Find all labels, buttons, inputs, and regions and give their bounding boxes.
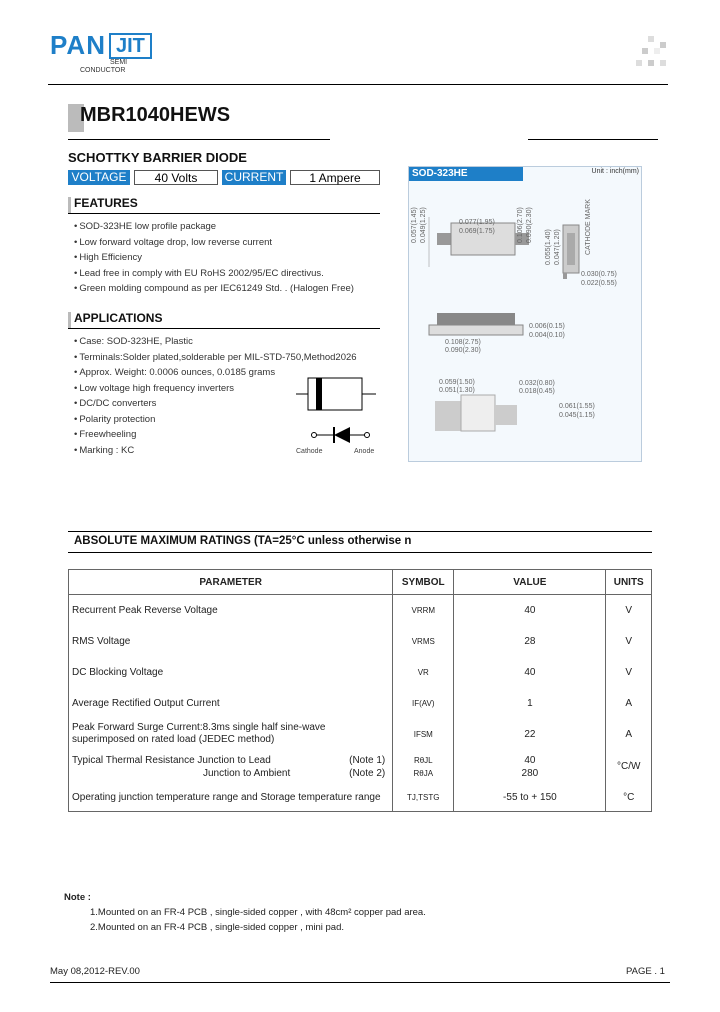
- col-symbol: SYMBOL: [393, 570, 454, 595]
- diode-symbol-icon: [310, 424, 370, 446]
- cell-parameter: RMS Voltage: [69, 626, 393, 657]
- part-rule-right: [528, 139, 658, 140]
- cell-symbol: VR: [393, 657, 454, 688]
- dim-label: 0.006(0.15): [529, 323, 565, 330]
- cell-value: 1: [454, 688, 606, 719]
- cell-unit: V: [606, 657, 652, 688]
- thermal-note-1: (Note 1): [349, 754, 386, 766]
- thermal-value-2: 280: [521, 767, 539, 779]
- cell-unit: °C/W: [606, 750, 652, 784]
- voltage-label: VOLTAGE: [68, 170, 130, 185]
- ratings-rule-top: [68, 531, 652, 532]
- voltage-value: 40 Volts: [134, 170, 218, 185]
- cell-parameter: Peak Forward Surge Current:8.3ms single half sine-wave superimposed on rated load (JEDEC method): [69, 719, 393, 750]
- col-parameter: PARAMETER: [69, 570, 393, 595]
- cell-symbol: IFSM: [393, 719, 454, 750]
- dim-label: 0.106(2.70): [517, 207, 524, 243]
- dim-label: 0.059(1.50): [439, 379, 475, 386]
- cell-unit: A: [606, 719, 652, 750]
- dim-label: 0.018(0.45): [519, 388, 555, 395]
- col-units: UNITS: [606, 570, 652, 595]
- logo-pan: PAN: [50, 30, 106, 60]
- dim-label: 0.090(2.30): [445, 347, 481, 354]
- ratings-table: [68, 569, 652, 812]
- package-name: SOD-323HE: [409, 167, 523, 181]
- cell-unit: V: [606, 626, 652, 657]
- ratings-rule-bottom: [68, 552, 652, 553]
- diode-body-icon: [296, 374, 376, 414]
- cell-parameter: DC Blocking Voltage: [69, 657, 393, 688]
- logo-sub-2: CONDUCTOR: [80, 67, 126, 74]
- cell-parameter: [69, 750, 393, 784]
- thermal-symbol-1: RθJL: [413, 755, 433, 765]
- package-footprint-icon: [429, 387, 529, 437]
- note-1: 1.Mounted on an FR-4 PCB , single-sided copper , with 48cm² copper pad area.: [90, 907, 426, 918]
- dim-label: 0.032(0.80): [519, 380, 555, 387]
- dim-label: 0.022(0.55): [581, 280, 617, 287]
- logo-sub-1: SEMI: [110, 59, 128, 66]
- part-number: MBR1040HEWS: [80, 104, 231, 126]
- cathode-mark-label: CATHODE MARK: [585, 199, 592, 255]
- list-item: • Lead free in comply with EU RoHS 2002/95/EC directivus.: [74, 266, 354, 282]
- cell-symbol: TJ,TSTG: [393, 784, 454, 812]
- part-rule-left: [68, 139, 330, 140]
- package-header: [409, 167, 641, 181]
- col-value: VALUE: [454, 570, 606, 595]
- cell-unit: A: [606, 688, 652, 719]
- table-row: [69, 657, 652, 688]
- header-rule: [48, 84, 668, 85]
- thermal-symbol-2: RθJA: [413, 768, 434, 778]
- dim-label: 0.030(0.75): [581, 271, 617, 278]
- list-item: • Marking : KC: [74, 443, 357, 459]
- dim-label: 0.055(1.40): [545, 229, 552, 265]
- list-item: • Polarity protection: [74, 412, 357, 428]
- cell-symbol: [393, 750, 454, 784]
- dim-label: 0.108(2.75): [445, 339, 481, 346]
- cell-value: 40: [454, 657, 606, 688]
- table-row: [69, 719, 652, 750]
- company-logo: [50, 30, 152, 75]
- list-item: • Freewheeling: [74, 427, 357, 443]
- thermal-param-2: Junction to Ambient: [203, 767, 291, 779]
- current-label: CURRENT: [222, 170, 286, 185]
- table-row: [69, 688, 652, 719]
- current-value: 1 Ampere: [290, 170, 380, 185]
- list-item: • Case: SOD-323HE, Plastic: [74, 334, 357, 350]
- dim-label: 0.004(0.10): [529, 332, 565, 339]
- table-row: [69, 750, 652, 784]
- table-header-row: [69, 570, 652, 595]
- cell-value: 22: [454, 719, 606, 750]
- footer-rule: [50, 982, 670, 983]
- cell-unit: °C: [606, 784, 652, 812]
- decorative-grid-icon: [636, 36, 670, 70]
- list-item: • Terminals:Solder plated,solderable per MIL-STD-750,Method2026: [74, 350, 357, 366]
- dim-label: 0.069(1.75): [459, 228, 495, 235]
- cell-value: 28: [454, 626, 606, 657]
- ratings-title: ABSOLUTE MAXIMUM RATINGS (TA=25°C unless otherwise n: [74, 535, 412, 547]
- features-title: FEATURES: [74, 196, 138, 210]
- list-item: • DC/DC converters: [74, 396, 357, 412]
- notes-title: Note :: [64, 892, 91, 903]
- list-item: • Low voltage high frequency inverters: [74, 381, 357, 397]
- dim-label: 0.077(1.95): [459, 219, 495, 226]
- cell-parameter: Recurrent Peak Reverse Voltage: [69, 595, 393, 626]
- thermal-note-2: (Note 2): [349, 767, 386, 779]
- features-list: [74, 219, 354, 297]
- package-front-view-icon: [427, 307, 527, 343]
- logo-jit: JIT: [109, 33, 152, 59]
- table-row: [69, 784, 652, 812]
- dim-label: 0.049(1.25): [420, 207, 427, 243]
- dim-label: 0.045(1.15): [559, 412, 595, 419]
- list-item: • Low forward voltage drop, low reverse current: [74, 235, 354, 251]
- cell-parameter: Operating junction temperature range and Storage temperature range: [69, 784, 393, 812]
- cell-value: 40: [454, 595, 606, 626]
- cell-symbol: VRRM: [393, 595, 454, 626]
- thermal-param-1: Typical Thermal Resistance Junction to Lead: [72, 754, 271, 766]
- anode-label: Anode: [354, 448, 375, 455]
- package-unit: Unit : inch(mm): [591, 168, 639, 175]
- table-row: [69, 595, 652, 626]
- subtitle: SCHOTTKY BARRIER DIODE: [68, 150, 247, 165]
- cell-unit: V: [606, 595, 652, 626]
- note-2: 2.Mounted on an FR-4 PCB , single-sided copper , mini pad.: [90, 922, 344, 933]
- package-outline-panel: [408, 166, 642, 462]
- dim-label: 0.061(1.55): [559, 403, 595, 410]
- dim-label: 0.090(2.30): [526, 207, 533, 243]
- applications-header: [68, 312, 380, 329]
- dim-label: 0.051(1.30): [439, 387, 475, 394]
- logo-sub: [80, 59, 152, 75]
- cell-parameter: Average Rectified Output Current: [69, 688, 393, 719]
- table-row: [69, 626, 652, 657]
- list-item: • High Efficiency: [74, 250, 354, 266]
- cell-value: -55 to + 150: [454, 784, 606, 812]
- cell-symbol: VRMS: [393, 626, 454, 657]
- applications-title: APPLICATIONS: [74, 311, 163, 325]
- list-item: • SOD-323HE low profile package: [74, 219, 354, 235]
- cathode-label: Cathode: [296, 448, 323, 455]
- footer-date: May 08,2012-REV.00: [50, 966, 140, 977]
- cell-value: [454, 750, 606, 784]
- dim-label: 0.057(1.45): [411, 207, 418, 243]
- cell-symbol: IF(AV): [393, 688, 454, 719]
- dim-label: 0.047(1.20): [554, 229, 561, 265]
- footer-page: PAGE . 1: [626, 966, 665, 977]
- list-item: • Approx. Weight: 0.0006 ounces, 0.0185 grams: [74, 365, 357, 381]
- thermal-value-1: 40: [524, 754, 536, 766]
- list-item: • Green molding compound as per IEC61249 Std. . (Halogen Free): [74, 281, 354, 297]
- features-header: [68, 197, 380, 214]
